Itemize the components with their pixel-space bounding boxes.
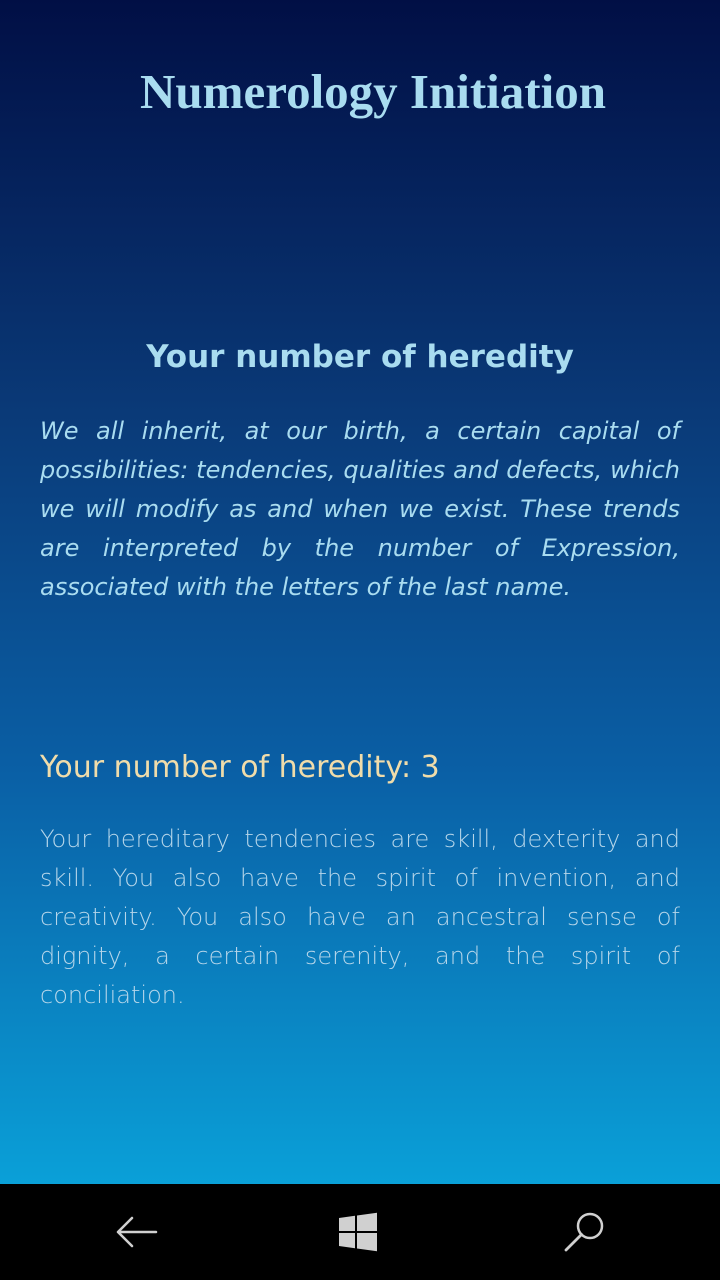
- intro-paragraph: We all inherit, at our birth, a certain capital of possibilities: tendencies, qualities and defects, which we will modify as and when we exist. These trends are interpreted by the number of Expression, associated with the letters of the last name.: [40, 417, 680, 601]
- home-button[interactable]: [328, 1202, 388, 1262]
- section-heading: Your number of heredity: [146, 339, 574, 375]
- result-value: 3: [420, 750, 440, 785]
- result-label: Your number of heredity:: [40, 750, 421, 785]
- back-button[interactable]: [106, 1202, 166, 1262]
- search-icon: [562, 1210, 606, 1254]
- back-arrow-icon: [114, 1212, 158, 1252]
- result-heading: [40, 746, 680, 790]
- result-description: Your hereditary tendencies are skill, dexterity and skill. You also have the spirit of invention, and creativity. You also have an ancestral sense of dignity, a certain serenity, and the spirit of conciliation.: [40, 825, 680, 1009]
- system-nav-bar: [0, 1184, 720, 1280]
- windows-logo-icon: [338, 1212, 378, 1252]
- app-title: Numerology Initiation: [140, 64, 606, 119]
- search-button[interactable]: [554, 1202, 614, 1262]
